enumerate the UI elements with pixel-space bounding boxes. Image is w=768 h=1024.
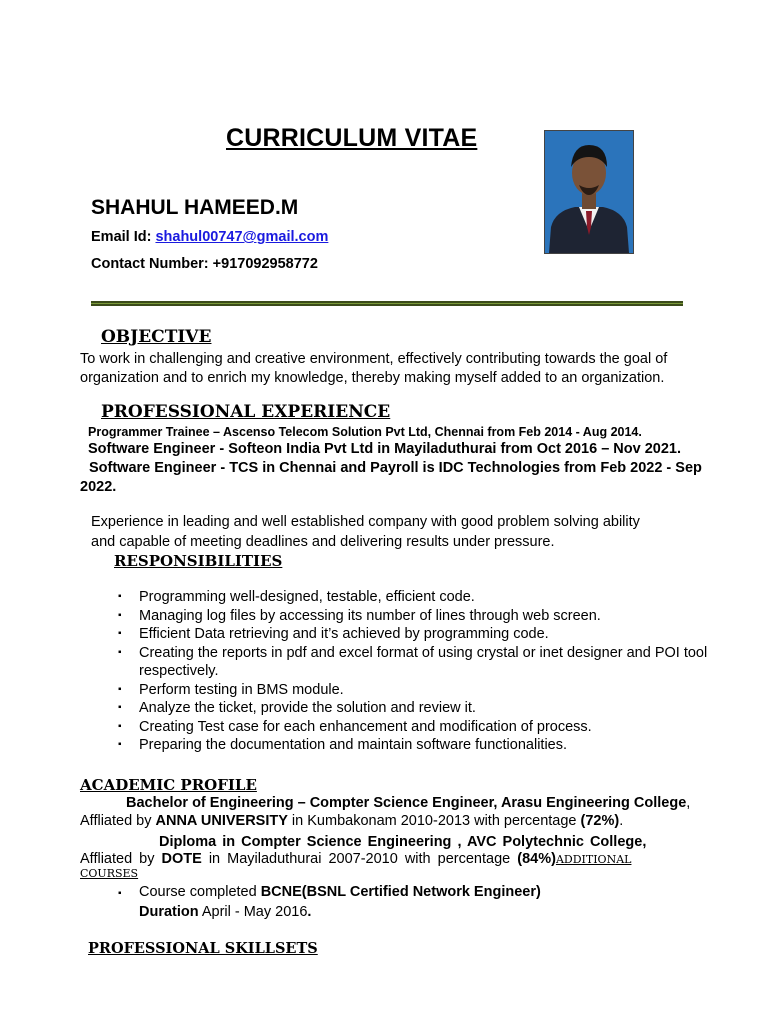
duration-label: Duration (139, 904, 199, 920)
list-item (118, 883, 541, 903)
responsibility-text: Managing log files by accessing its number of lines through web screen. (139, 607, 601, 624)
experience-item: Software Engineer - TCS in Chennai and Payroll is IDC Technologies from Feb 2022 - Sep 2022. (80, 460, 702, 495)
university-name: ANNA UNIVERSITY (155, 813, 288, 829)
degree-end: . (619, 813, 624, 829)
email-link[interactable]: shahul00747@gmail.com (155, 229, 329, 245)
objective-heading: OBJECTIVE (101, 327, 212, 347)
square-bullet-icon: ▪ (118, 702, 122, 713)
course-duration (118, 903, 541, 922)
course-name: BCNE(BSNL Certified Network Engineer) (260, 884, 541, 900)
contact-line (91, 256, 318, 272)
diploma-percentage: (84%) (517, 851, 556, 867)
degree-title: Bachelor of Engineering – Compter Science Engineer, Arasu Engineering College (126, 795, 687, 811)
experience-item: Software Engineer - Softeon India Pvt Ltd in Mayiladuthurai from Oct 2016 – Nov 2021. (88, 441, 682, 457)
additional-heading: ADDITIONAL (555, 853, 632, 866)
section-divider (91, 301, 683, 306)
list-item (118, 644, 738, 681)
email-label: Email Id: (91, 229, 156, 245)
list-item (118, 718, 738, 737)
profile-photo (544, 130, 634, 254)
responsibility-text: Programming well-designed, testable, efficient code. (139, 589, 475, 605)
responsibility-text: Creating the reports in pdf and excel format of using crystal or inet designer and POI tool respectively. (139, 644, 708, 679)
square-bullet-icon: ▪ (118, 609, 122, 621)
degree-percentage: (72%) (580, 813, 620, 829)
responsibilities-list (118, 588, 738, 755)
responsibilities-heading: RESPONSIBILITIES (114, 552, 283, 570)
list-item (118, 736, 738, 755)
affiliation-prefix: Affliated by (80, 851, 162, 867)
responsibility-text: Preparing the documentation and maintain software functionalities. (139, 737, 568, 753)
list-item (118, 607, 738, 626)
square-bullet-icon: ▪ (118, 591, 122, 602)
list-item (118, 588, 738, 607)
diploma-affiliation (80, 851, 631, 867)
experience-summary-line: Experience in leading and well established company with good problem solving ability (91, 514, 640, 530)
diploma-title: Diploma in Compter Science Engineering , AVC Polytechnic College, (159, 834, 647, 850)
contact-label: Contact Number: (91, 256, 213, 272)
affiliation-details: in Kumbakonam 2010-2013 with percentage (287, 813, 581, 829)
square-bullet-icon: ▪ (118, 683, 122, 695)
experience-summary (91, 512, 711, 552)
experience-item: Programmer Trainee – Ascenso Telecom Solution Pvt Ltd, Chennai from Feb 2014 - Aug 2014. (88, 425, 642, 439)
experience-heading: PROFESSIONAL EXPERIENCE (101, 402, 391, 422)
list-item (118, 681, 738, 700)
board-name: DOTE (161, 851, 202, 867)
skills-heading: PROFESSIONAL SKILLSETS (88, 940, 318, 957)
list-item (118, 699, 738, 718)
degree-affiliation (80, 813, 623, 829)
email-line (91, 229, 328, 245)
affiliation-prefix: Affliated by (80, 813, 156, 829)
objective-text: To work in challenging and creative environment, effectively contributing towards the goal of organization and to enrich my knowledge, thereby making myself added to an organization. (80, 351, 668, 386)
contact-number: +917092958772 (212, 256, 318, 272)
responsibility-text: Analyze the ticket, provide the solution and review it. (139, 700, 476, 716)
candidate-name: SHAHUL HAMEED.M (91, 196, 299, 219)
degree-line (126, 795, 690, 811)
person-photo-icon (545, 131, 633, 253)
square-bullet-icon: ▪ (118, 720, 122, 732)
square-bullet-icon: ▪ (118, 739, 122, 750)
academic-heading: ACADEMIC PROFILE (80, 776, 257, 794)
square-bullet-icon: ▪ (118, 888, 122, 899)
square-bullet-icon: ▪ (118, 646, 122, 658)
responsibility-text: Efficient Data retrieving and it’s achieved by programming code. (139, 626, 549, 642)
list-item (118, 625, 738, 644)
square-bullet-icon: ▪ (118, 628, 122, 639)
document-title: CURRICULUM VITAE (226, 124, 478, 152)
degree-comma: , (686, 795, 691, 811)
course-prefix: Course completed (139, 884, 261, 900)
affiliation-details: in Mayiladuthurai 2007-2010 with percentage (201, 851, 518, 867)
course-entry (118, 883, 541, 922)
additional-heading-cont: COURSES (80, 867, 139, 880)
experience-summary-line: and capable of meeting deadlines and delivering results under pressure. (91, 534, 555, 550)
duration-value: April - May 2016 (198, 904, 308, 920)
duration-end: . (307, 904, 312, 920)
responsibility-text: Perform testing in BMS module. (139, 681, 344, 698)
responsibility-text: Creating Test case for each enhancement and modification of process. (139, 718, 592, 735)
